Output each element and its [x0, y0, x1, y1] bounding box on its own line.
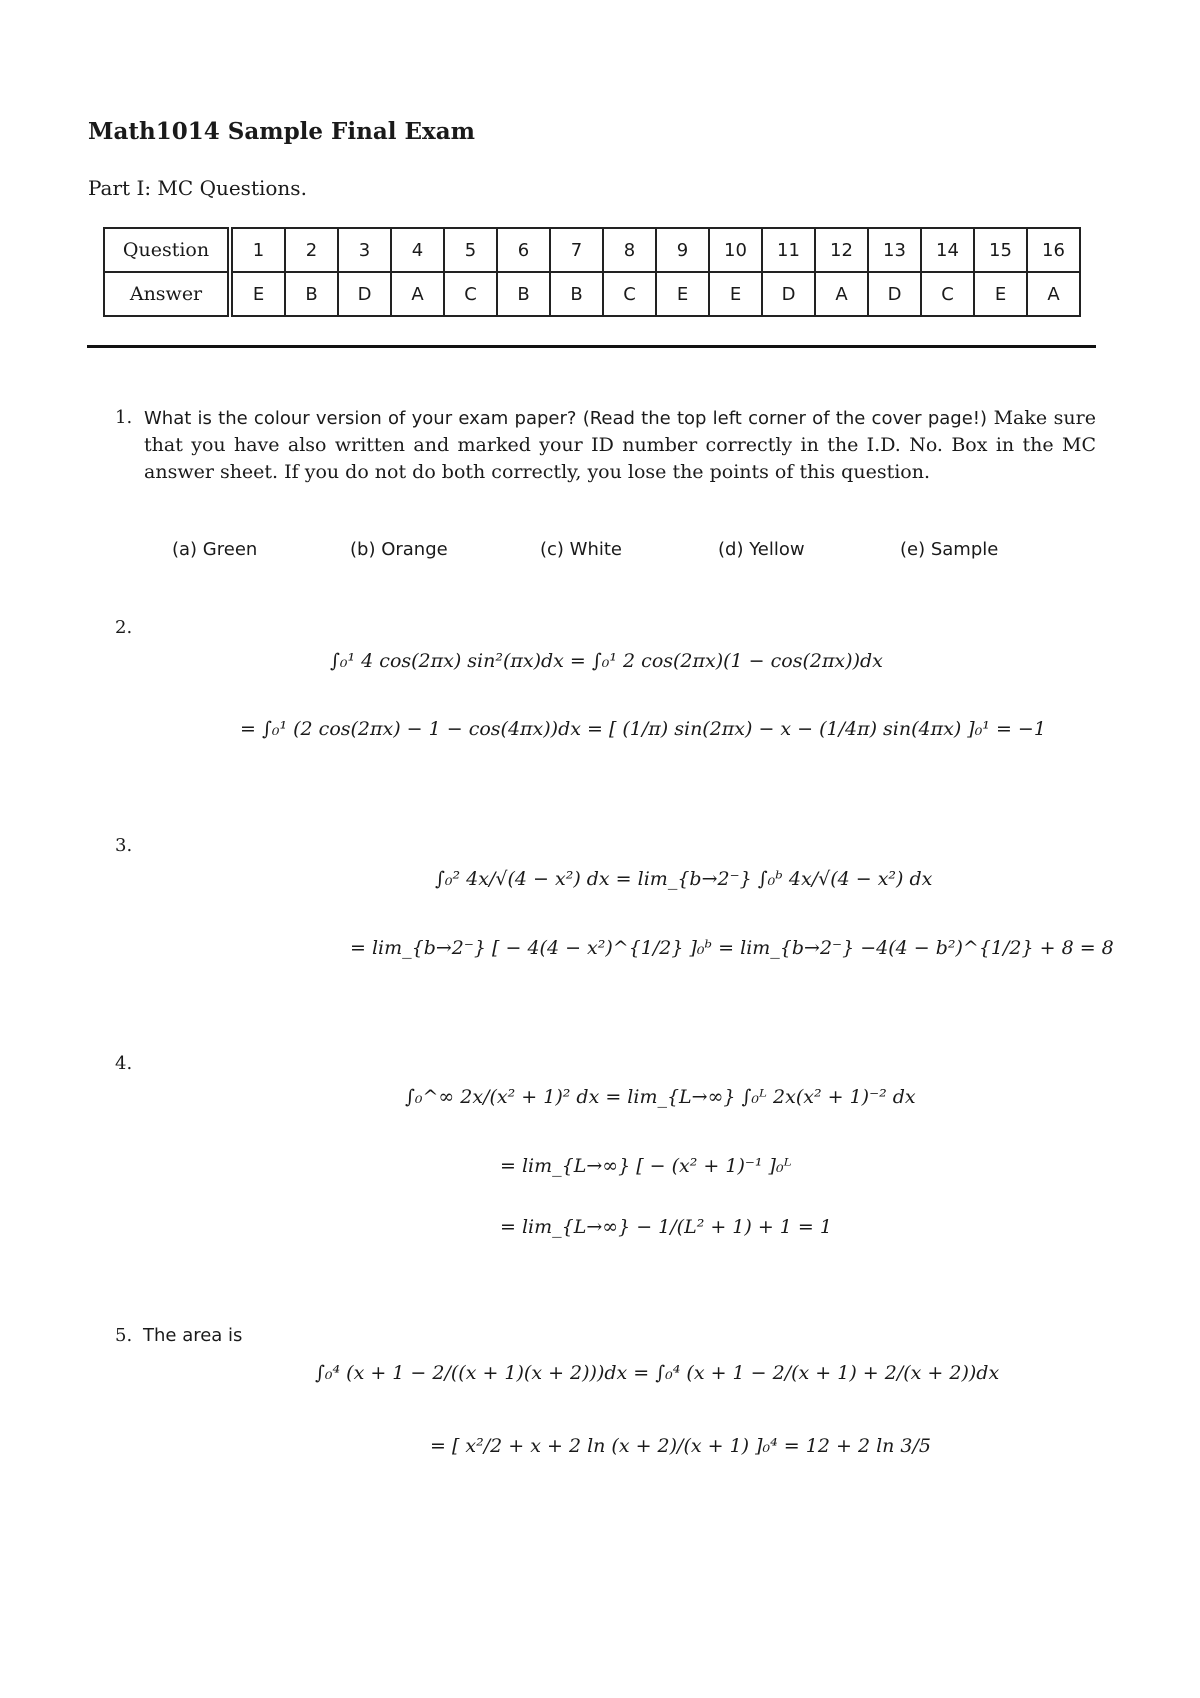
question-number: 9	[656, 228, 709, 272]
answer-letter: B	[550, 272, 603, 316]
question-number: 8	[603, 228, 656, 272]
option-e: (e) Sample	[900, 539, 999, 560]
answer-letter: A	[391, 272, 444, 316]
q2-equation-line-2: = ∫₀¹ (2 cos(2πx) − 1 − cos(4πx))dx = [ (1/π) sin(2πx) − x − (1/4π) sin(4πx) ]₀¹ = −1	[240, 718, 1046, 740]
question-1-text-part-a: What is the colour version of your exam paper? (Read the top left corner of the cover page!)	[144, 408, 988, 429]
question-number: 2	[285, 228, 338, 272]
answer-row	[104, 272, 1080, 316]
section-divider	[87, 345, 1096, 348]
answer-letter: D	[338, 272, 391, 316]
question-number: 14	[921, 228, 974, 272]
question-header: Question	[104, 228, 230, 272]
question-number: 3	[338, 228, 391, 272]
question-5-label: The area is	[143, 1325, 243, 1346]
answer-letter: E	[656, 272, 709, 316]
answer-letter: D	[868, 272, 921, 316]
mc-answer-table	[103, 227, 1081, 317]
answer-letter: A	[1027, 272, 1080, 316]
answer-letter: A	[815, 272, 868, 316]
question-row	[104, 228, 1080, 272]
answer-letter: C	[921, 272, 974, 316]
answer-letter: E	[974, 272, 1027, 316]
answer-header: Answer	[104, 272, 230, 316]
answer-letter: D	[762, 272, 815, 316]
question-5-number: 5.	[115, 1325, 133, 1346]
question-number: 12	[815, 228, 868, 272]
answer-letter: B	[497, 272, 550, 316]
question-1-text-part-b: Make sure that you have also written and marked your ID number correctly in the I.D. No. Box in the MC answer sheet. If you do not do both correctly, you lose the points of this question.	[144, 407, 1096, 483]
q5-equation-line-2: = [ x²/2 + x + 2 ln (x + 2)/(x + 1) ]₀⁴ = 12 + 2 ln 3/5	[430, 1435, 932, 1457]
q2-equation-line-1: ∫₀¹ 4 cos(2πx) sin²(πx)dx = ∫₀¹ 2 cos(2πx)(1 − cos(2πx))dx	[330, 650, 883, 672]
answer-letter: E	[709, 272, 762, 316]
question-4-number: 4.	[115, 1053, 133, 1074]
question-number: 15	[974, 228, 1027, 272]
question-number: 4	[391, 228, 444, 272]
question-1-number: 1.	[115, 407, 133, 428]
question-number: 11	[762, 228, 815, 272]
question-3-number: 3.	[115, 835, 133, 856]
option-b: (b) Orange	[350, 539, 448, 560]
q4-equation-line-1: ∫₀^∞ 2x/(x² + 1)² dx = lim_{L→∞} ∫₀ᴸ 2x(x² + 1)⁻² dx	[405, 1086, 916, 1108]
q5-equation-line-1: ∫₀⁴ (x + 1 − 2/((x + 1)(x + 2)))dx = ∫₀⁴ (x + 1 − 2/(x + 1) + 2/(x + 2))dx	[315, 1362, 1000, 1384]
option-c: (c) White	[540, 539, 623, 560]
question-number: 7	[550, 228, 603, 272]
answer-letter: C	[444, 272, 497, 316]
answer-letter: E	[230, 272, 285, 316]
q4-equation-line-2: = lim_{L→∞} [ − (x² + 1)⁻¹ ]₀ᴸ	[500, 1155, 792, 1177]
q4-equation-line-3: = lim_{L→∞} − 1/(L² + 1) + 1 = 1	[500, 1216, 832, 1238]
q3-equation-line-1: ∫₀² 4x/√(4 − x²) dx = lim_{b→2⁻} ∫₀ᵇ 4x/√(4 − x²) dx	[435, 868, 933, 890]
option-a: (a) Green	[172, 539, 258, 560]
question-1-text	[144, 405, 1096, 486]
question-2-number: 2.	[115, 617, 133, 638]
answer-letter: C	[603, 272, 656, 316]
option-d: (d) Yellow	[718, 539, 805, 560]
question-number: 10	[709, 228, 762, 272]
page-title: Math1014 Sample Final Exam	[88, 118, 475, 145]
q3-equation-line-2: = lim_{b→2⁻} [ − 4(4 − x²)^{1/2} ]₀ᵇ = lim_{b→2⁻} −4(4 − b²)^{1/2} + 8 = 8	[350, 937, 1114, 959]
question-number: 16	[1027, 228, 1080, 272]
answer-letter: B	[285, 272, 338, 316]
question-number: 5	[444, 228, 497, 272]
question-number: 6	[497, 228, 550, 272]
section-heading: Part I: MC Questions.	[88, 176, 307, 200]
question-number: 13	[868, 228, 921, 272]
question-number: 1	[230, 228, 285, 272]
